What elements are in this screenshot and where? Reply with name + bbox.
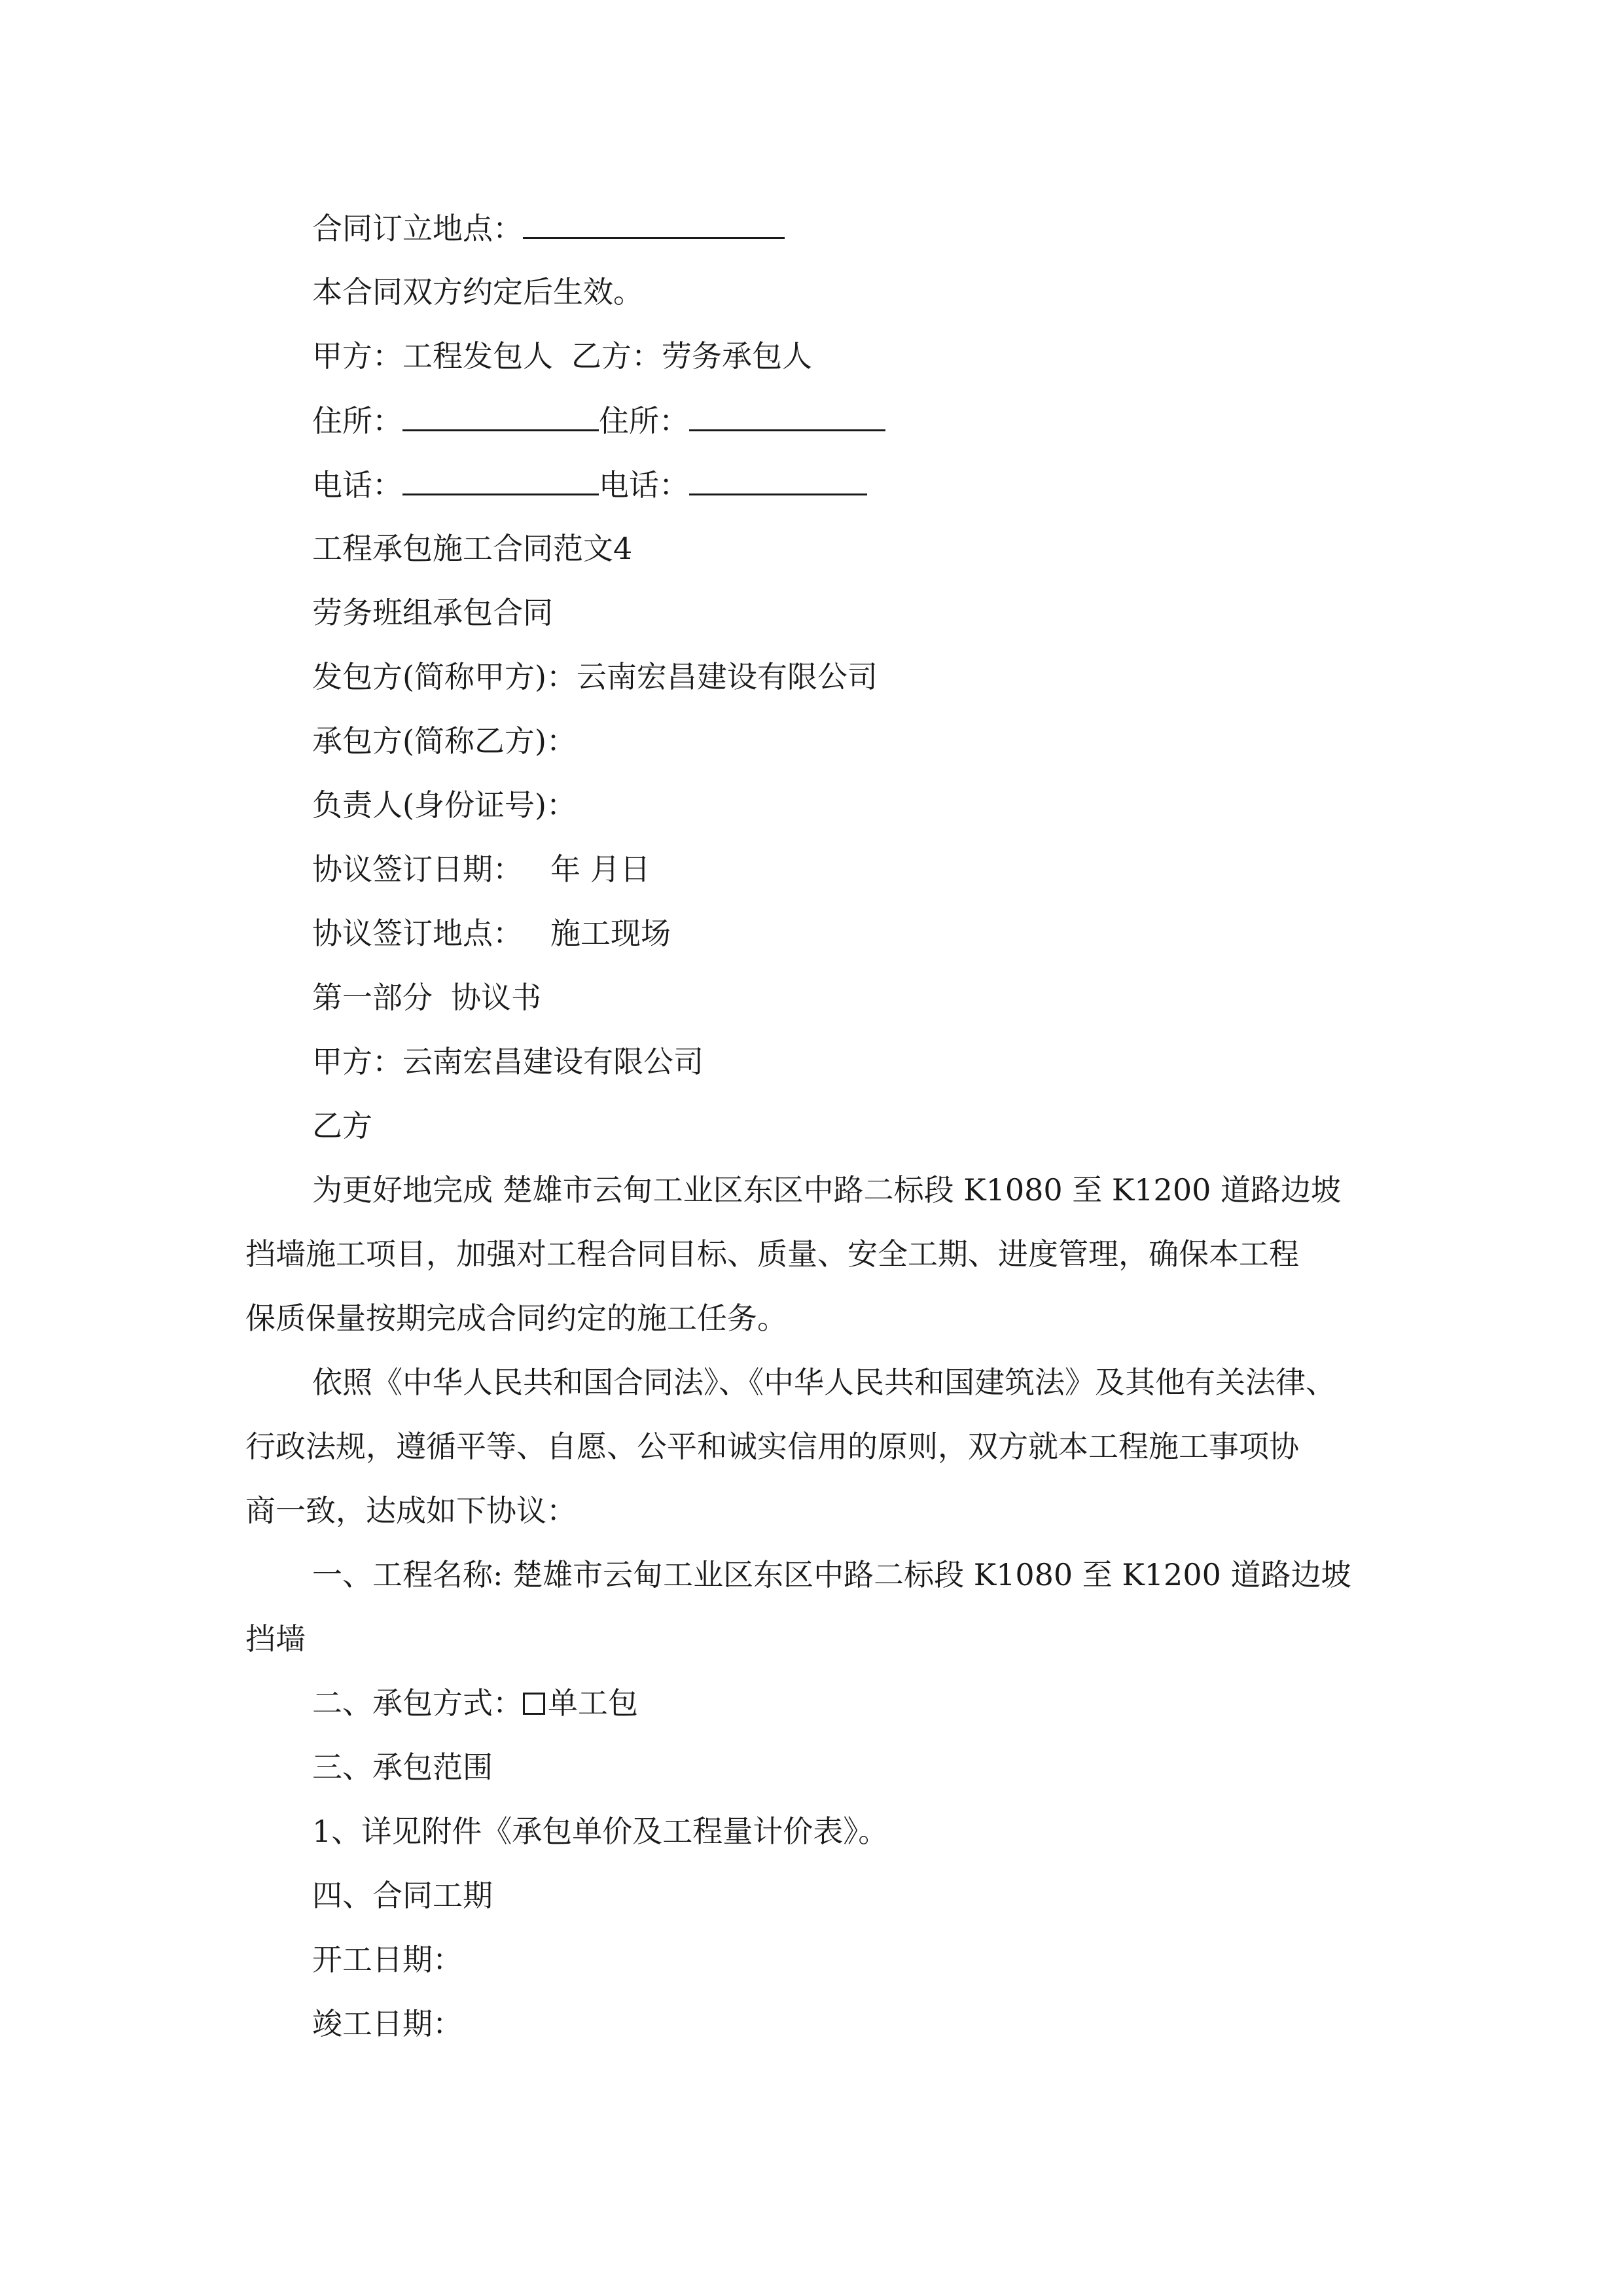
sign-place-value: 施工现场 [550, 916, 671, 951]
scope-heading: 三、承包范围 [312, 1749, 493, 1785]
address-line [312, 401, 885, 440]
contract-place-label: 合同订立地点： [312, 211, 523, 246]
effective-clause: 本合同双方约定后生效。 [312, 274, 643, 310]
project-name-line-2: 挡墙 [245, 1621, 306, 1657]
address-blank-a [402, 401, 599, 431]
contractor-line: 承包方(简称乙方)： [312, 723, 577, 759]
sign-date-value: 年 月日 [550, 852, 651, 887]
phone-label-b: 电话： [599, 467, 689, 503]
contract-mode-value: 单工包 [548, 1685, 638, 1721]
address-label-b: 住所： [599, 403, 689, 439]
contract-place-line [312, 208, 785, 248]
contract-title: 劳务班组承包合同 [312, 595, 553, 630]
phone-label-a: 电话： [312, 467, 402, 503]
contract-mode-checkbox[interactable] [523, 1693, 545, 1715]
project-name-line-1: 一、工程名称: 楚雄市云甸工业区东区中路二标段 K1080 至 K1200 道路边坡 [312, 1557, 1351, 1592]
paragraph-1-line-2: 挡墙施工项目，加强对工程合同目标、质量、安全工期、进度管理，确保本工程 [245, 1236, 1299, 1272]
sign-place-line [312, 914, 671, 953]
period-heading: 四、合同工期 [312, 1878, 493, 1913]
contract-mode-label: 二、承包方式： [312, 1685, 523, 1721]
part-one-label: 第一部分 [312, 980, 433, 1015]
paragraph-2-line-3: 商一致，达成如下协议： [245, 1493, 577, 1528]
part-one-heading [312, 978, 541, 1017]
contract-place-blank [523, 208, 785, 239]
phone-blank-b [689, 465, 867, 495]
sign-date-label: 协议签订日期： [312, 852, 523, 887]
sign-date-line [312, 850, 651, 889]
paragraph-1-line-1: 为更好地完成 楚雄市云甸工业区东区中路二标段 K1080 至 K1200 道路边坡 [312, 1172, 1341, 1208]
sign-place-label: 协议签订地点： [312, 916, 523, 951]
part-one-title: 协议书 [451, 980, 541, 1015]
phone-line [312, 465, 867, 505]
party-a-label: 甲方：工程发包人 [312, 338, 553, 374]
start-date-line: 开工日期： [312, 1942, 463, 1977]
parties-line [312, 336, 812, 376]
responsible-line: 负责人(身份证号)： [312, 787, 577, 823]
party-b-label: 乙方：劳务承包人 [571, 338, 812, 374]
paragraph-2-line-2: 行政法规，遵循平等、自愿、公平和诚实信用的原则，双方就本工程施工事项协 [245, 1429, 1299, 1464]
scope-item: 1、详见附件《承包单价及工程量计价表》。 [312, 1814, 889, 1849]
address-blank-b [689, 401, 885, 431]
address-label-a: 住所： [312, 403, 402, 439]
party-a-company: 甲方：云南宏昌建设有限公司 [312, 1044, 704, 1079]
employer-line: 发包方(简称甲方)：云南宏昌建设有限公司 [312, 659, 878, 694]
contract-mode-line [312, 1683, 638, 1723]
section-heading: 工程承包施工合同范文4 [312, 531, 633, 566]
phone-blank-a [402, 465, 599, 495]
end-date-line: 竣工日期： [312, 2006, 463, 2041]
paragraph-1-line-3: 保质保量按期完成合同约定的施工任务。 [245, 1300, 787, 1336]
paragraph-2-line-1: 依照《中华人民共和国合同法》、《中华人民共和国建筑法》及其他有关法律、 [312, 1365, 1336, 1400]
party-b-line: 乙方 [312, 1108, 372, 1143]
